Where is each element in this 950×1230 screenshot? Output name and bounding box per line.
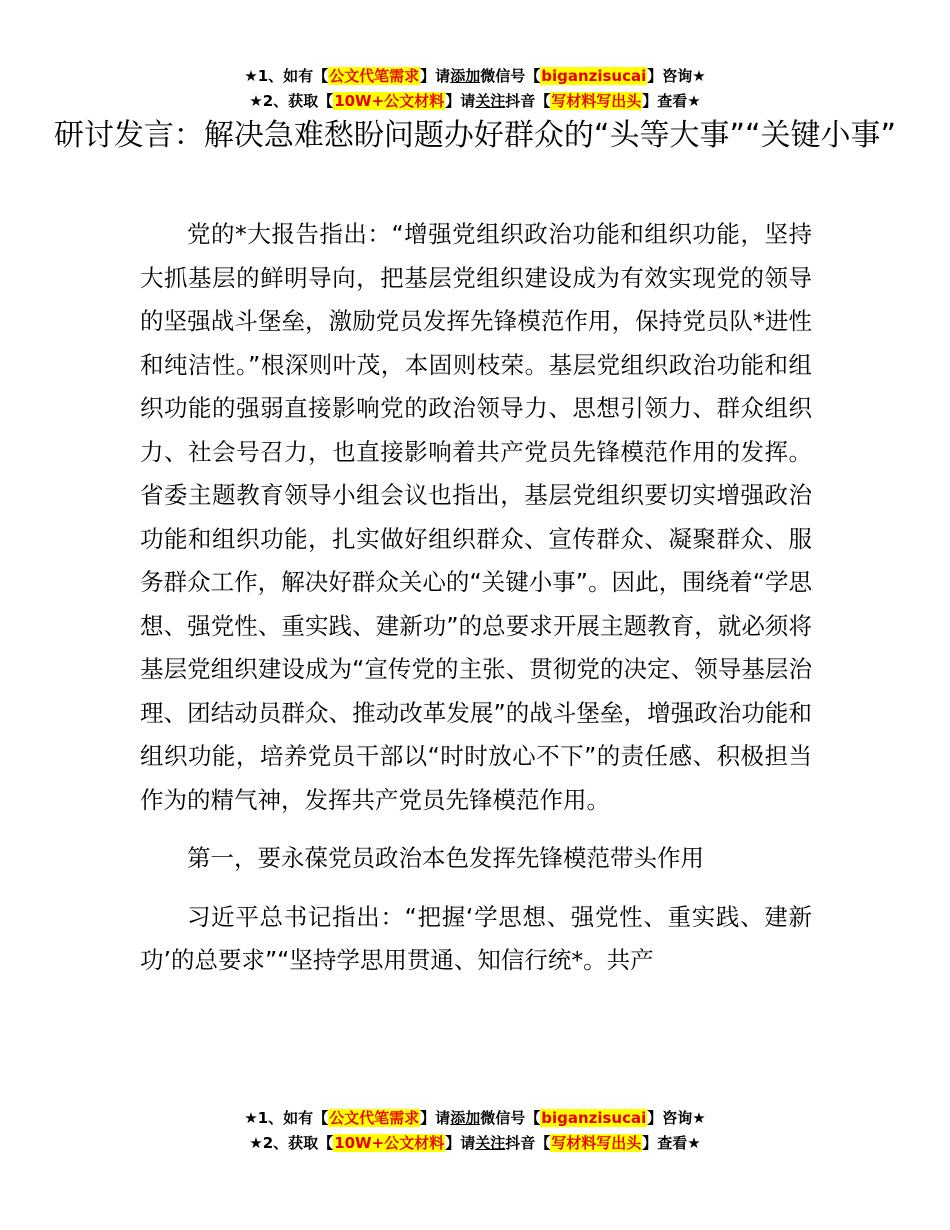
banner-emphasis: 添加 xyxy=(450,67,481,85)
paragraph-1: 党的*大报告指出：“增强党组织政治功能和组织功能，坚持大抓基层的鲜明导向，把基层党组织建设成为有效实现党的领导的坚强战斗堡垒，激励党员发挥先锋模范作用，保持党员队*进性和纯洁性。”根深则叶茂，本固则枝荣。基层党组织政治功能和组织功能的强弱直接影响党的政治领导力、思想引领力、群众组织力、社会号召力，也直接影响着共产党员先锋模范作用的发挥。省委主题教育领导小组会议也指出，基层党组织要切实增强政治功能和组织功能，扎实做好组织群众、宣传群众、凝聚群众、服务群众工作，解决好群众关心的“关键小事”。因此，围绕着“学思想、强党性、重实践、建新功”的总要求开展主题教育，就必须将基层党组织建设成为“宣传党的主张、贯彻党的决定、领导基层治理、团结动员群众、推动改革发展”的战斗堡垒，增强政治功能和组织功能，培养党员干部以“时时放心不下”的责任感、积极担当作为的精气神，发挥共产党员先锋模范作用。 xyxy=(140,220,812,814)
banner-text: ★1、如有【 xyxy=(244,1109,329,1127)
document-body xyxy=(140,213,812,983)
banner-text: 】请 xyxy=(445,92,476,110)
banner-text: 抖音【 xyxy=(505,1134,551,1152)
banner-text: 】咨询★ xyxy=(647,67,706,85)
banner-text: 】请 xyxy=(420,1109,451,1127)
banner-text: 抖音【 xyxy=(505,92,551,110)
header-banner xyxy=(0,64,950,114)
highlight-materials: 10W+公文材料 xyxy=(334,1134,445,1152)
section-heading-1: 第一，要永葆党员政治本色发挥先锋模范带头作用 xyxy=(187,844,704,872)
banner-text: 】查看★ xyxy=(642,92,701,110)
banner-line-2 xyxy=(0,1131,950,1156)
banner-text: 】请 xyxy=(445,1134,476,1152)
banner-text: 微信号【 xyxy=(480,67,541,85)
banner-text: ★2、获取【 xyxy=(249,92,334,110)
highlight-ghostwriting: 公文代笔需求 xyxy=(329,1109,420,1127)
banner-emphasis: 关注 xyxy=(475,1134,506,1152)
highlight-douyin: 写材料写出头 xyxy=(551,1134,642,1152)
highlight-ghostwriting: 公文代笔需求 xyxy=(329,67,420,85)
highlight-douyin: 写材料写出头 xyxy=(551,92,642,110)
highlight-materials: 10W+公文材料 xyxy=(334,92,445,110)
banner-emphasis: 添加 xyxy=(450,1109,481,1127)
highlight-wechat-id: biganzisucai xyxy=(541,1109,647,1127)
banner-emphasis: 关注 xyxy=(475,92,506,110)
banner-line-2 xyxy=(0,89,950,114)
highlight-wechat-id: biganzisucai xyxy=(541,67,647,85)
document-title: 研讨发言：解决急难愁盼问题办好群众的“头等大事”“关键小事” xyxy=(53,118,897,153)
banner-text: ★1、如有【 xyxy=(244,67,329,85)
banner-text: 微信号【 xyxy=(480,1109,541,1127)
paragraph-2: 习近平总书记指出：“把握‘学思想、强党性、重实践、建新功’的总要求”“坚持学思用贯通、知信行统*。共产 xyxy=(140,902,812,974)
banner-text: 】咨询★ xyxy=(647,1109,706,1127)
banner-text: 】查看★ xyxy=(642,1134,701,1152)
banner-text: 】请 xyxy=(420,67,451,85)
footer-banner xyxy=(0,1106,950,1156)
banner-text: ★2、获取【 xyxy=(249,1134,334,1152)
banner-line-1 xyxy=(0,64,950,89)
banner-line-1 xyxy=(0,1106,950,1131)
